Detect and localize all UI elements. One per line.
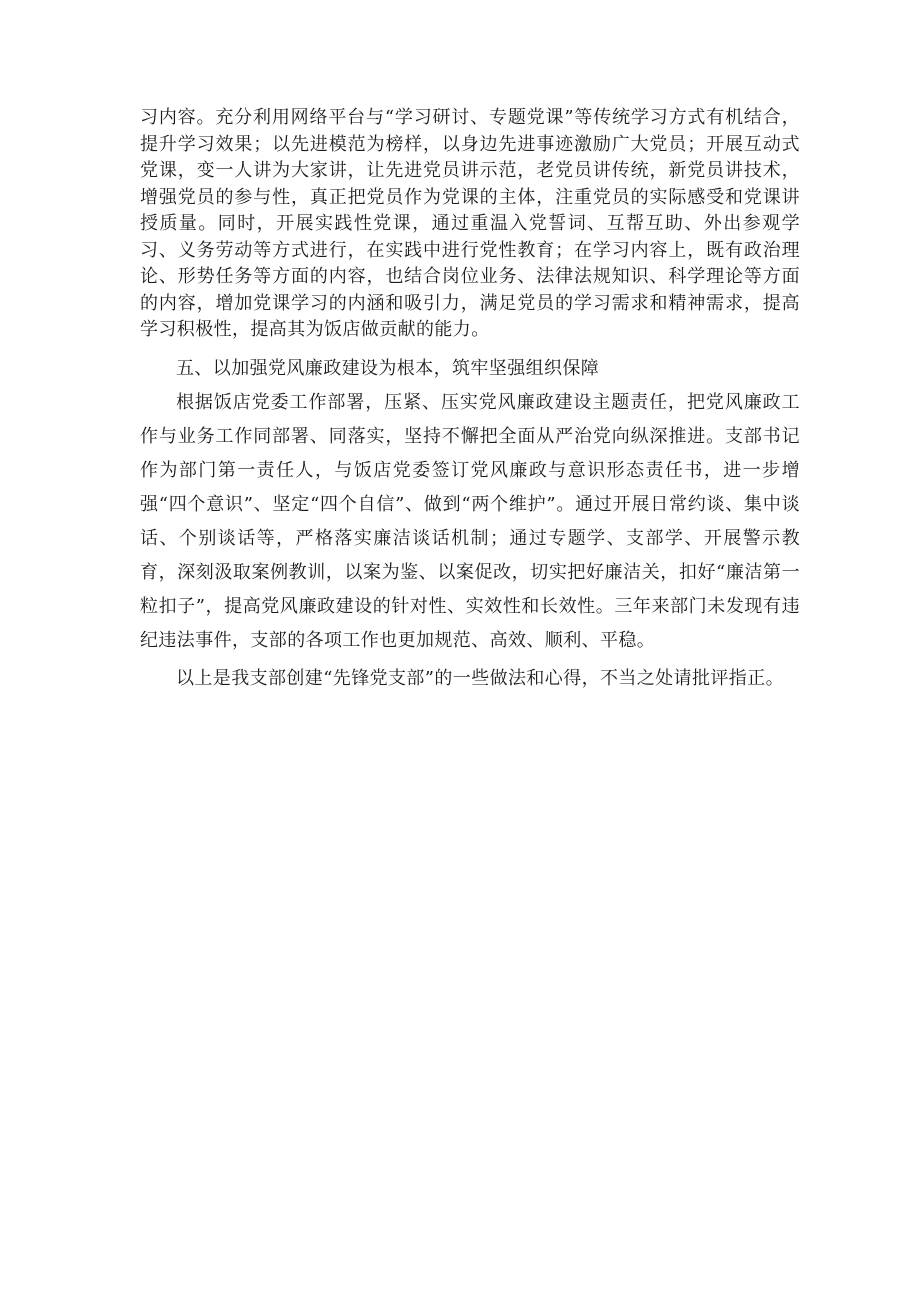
paragraph-integrity-building: 根据饭店党委工作部署，压紧、压实党风廉政建设主题责任，把党风廉政工作与业务工作同部署、同落实，坚持不懈把全面从严治党向纵深推进。支部书记作为部门第一责任人，与饭店党委签订党风廉政与意识形态责任书，进一步增强“四个意识”、坚定“四个自信”、做到“两个维护”。通过开展日常约谈、集中谈话、个别谈话等，严格落实廉洁谈话机制；通过专题学、支部学、开展警示教育，深刻汲取案例教训，以案为鉴、以案促改，切实把好廉洁关，扣好“廉洁第一粒扣子”，提高党风廉政建设的针对性、实效性和长效性。三年来部门未发现有违纪违法事件，支部的各项工作也更加规范、高效、顺利、平稳。 <box>140 391 800 651</box>
paragraph-study-content: 习内容。充分利用网络平台与“学习研讨、专题党课”等传统学习方式有机结合，提升学习效果；以先进模范为榜样，以身边先进事迹激励广大党员；开展互动式党课，变一人讲为大家讲，让先进党员讲示范，老党员讲传统，新党员讲技术，增强党员的参与性，真正把党员作为党课的主体，注重党员的实际感受和党课讲授质量。同时，开展实践性党课，通过重温入党誓词、互帮互助、外出参观学习、义务劳动等方式进行，在实践中进行党性教育；在学习内容上，既有政治理论、形势任务等方面的内容，也结合岗位业务、法律法规知识、科学理论等方面的内容，增加党课学习的内涵和吸引力，满足党员的学习需求和精神需求，提高学习积极性，提高其为饭店做贡献的能力。 <box>140 107 800 340</box>
section-heading-five: 五、以加强党风廉政建设为根本，筑牢坚强组织保障 <box>176 357 600 379</box>
paragraph-closing: 以上是我支部创建“先锋党支部”的一些做法和心得，不当之处请批评指正。 <box>176 667 785 689</box>
document-body <box>140 105 800 696</box>
